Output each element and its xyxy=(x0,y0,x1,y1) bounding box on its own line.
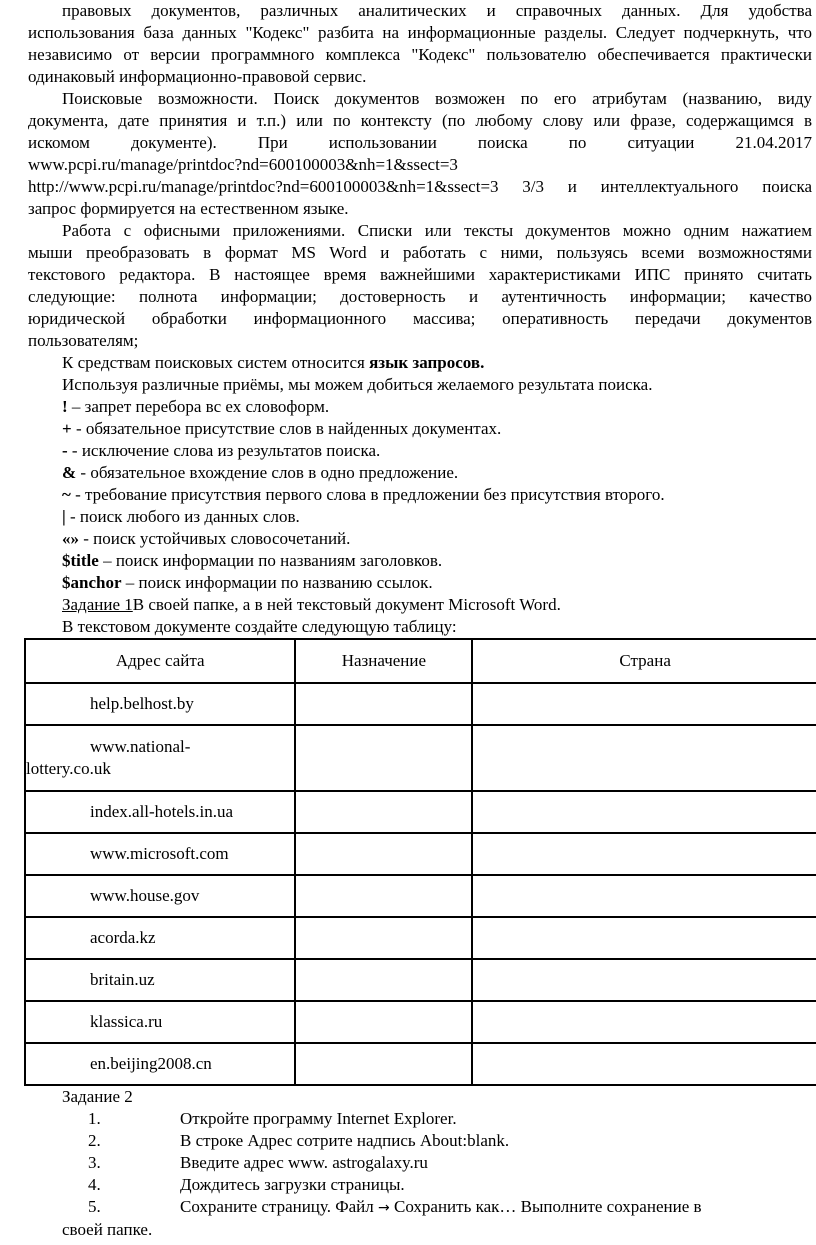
site-address: acorda.kz xyxy=(90,928,156,947)
office-paragraph xyxy=(28,220,812,352)
step-item: 3. Введите адрес www. astrogalaxy.ru xyxy=(88,1153,428,1172)
text-line: правовых документов, различных аналитических и справочных данных. Для удобства xyxy=(62,1,812,20)
operator-item: + - обязательное присутствие слов в найденных документах. xyxy=(62,419,502,438)
sites-table xyxy=(24,638,816,1086)
purpose-cell xyxy=(295,833,472,875)
country-cell xyxy=(472,959,816,1001)
operator-item: ~ - требование присутствия первого слова в предложении без присутствия второго. xyxy=(62,485,665,504)
step-item: 1. Откройте программу Internet Explorer. xyxy=(88,1109,457,1128)
purpose-cell xyxy=(295,725,472,791)
table-row xyxy=(25,833,816,875)
text-line: использования база данных "Кодекс" разбита на информационные разделы. Следует подчеркнуть, что xyxy=(28,23,812,42)
text-line: документа, дате принятия и т.п.) или по контексту (по любому слову или фразе, содержащимся в xyxy=(28,111,812,130)
operator-item: $title – поиск информации по названиям заголовков. xyxy=(62,551,443,570)
purpose-cell xyxy=(295,1043,472,1085)
task2-label: Задание 2 xyxy=(62,1087,133,1106)
site-address: www.house.gov xyxy=(90,886,200,905)
text-line: юридической обработки информационного массива; оперативность передачи документов xyxy=(28,309,812,328)
table-row xyxy=(25,959,816,1001)
text-line: запрос формируется на естественном языке. xyxy=(28,199,349,218)
purpose-cell xyxy=(295,917,472,959)
header-address: Адрес сайта xyxy=(25,639,295,683)
table-row xyxy=(25,683,816,725)
table-row xyxy=(25,1001,816,1043)
text-line: пользователям; xyxy=(28,331,139,350)
task1-instruction: В текстовом документе создайте следующую таблицу: xyxy=(62,617,457,636)
text-line: мыши преобразовать в формат MS Word и работать с ними, пользуясь всеми возможностями xyxy=(28,243,812,262)
query-language-section xyxy=(28,352,812,638)
text-line: следующие: полнота информации; достоверность и аутентичность информации; качество xyxy=(28,287,812,306)
task2-section xyxy=(28,1086,812,1241)
intro-paragraph xyxy=(28,0,812,88)
purpose-cell xyxy=(295,683,472,725)
purpose-cell xyxy=(295,875,472,917)
url-line: http://www.pcpi.ru/manage/printdoc?nd=600100003&nh=1&ssect=3 3/3 и интеллектуального поиска xyxy=(28,177,812,196)
site-address: www.national- xyxy=(90,737,191,756)
operator-item: $anchor – поиск информации по названию ссылок. xyxy=(62,573,433,592)
text-line: одинаковый информационно-правовой сервис. xyxy=(28,67,367,86)
table-row xyxy=(25,1043,816,1085)
task1-heading: Задание 1В своей папке, а в ней текстовый документ Microsoft Word. xyxy=(62,595,561,614)
country-cell xyxy=(472,683,816,725)
purpose-cell xyxy=(295,791,472,833)
country-cell xyxy=(472,725,816,791)
site-address: www.microsoft.com xyxy=(90,844,229,863)
site-address: index.all-hotels.in.ua xyxy=(90,802,234,821)
header-purpose: Назначение xyxy=(295,639,472,683)
operator-item: ! – запрет перебора вс ех словоформ. xyxy=(62,397,330,416)
operator-item: - - исключение слова из результатов поиска. xyxy=(62,441,381,460)
table-header-row xyxy=(25,639,816,683)
table-row xyxy=(25,725,816,791)
purpose-cell xyxy=(295,959,472,1001)
country-cell xyxy=(472,1043,816,1085)
table-row xyxy=(25,917,816,959)
query-term: язык запросов. xyxy=(369,353,485,372)
arrow-right-icon: → xyxy=(378,1200,390,1216)
site-address: britain.uz xyxy=(90,970,155,989)
site-address: help.belhost.by xyxy=(90,694,194,713)
task2-steps xyxy=(28,1108,812,1241)
query-usage: Используя различные приёмы, мы можем добиться желаемого результата поиска. xyxy=(62,375,653,394)
step-item: 2. В строке Адрес сотрите надпись About:blank. xyxy=(88,1131,510,1150)
operator-item: & - обязательное вхождение слов в одно предложение. xyxy=(62,463,459,482)
task1-label: Задание 1 xyxy=(62,595,133,614)
step-item: 5. Сохраните страницу. Файл → Сохранить как… Выполните сохранение в xyxy=(88,1197,702,1216)
text-line: искомом документе). При использовании поиска по ситуации 21.04.2017 xyxy=(28,133,812,152)
country-cell xyxy=(472,833,816,875)
header-country: Страна xyxy=(472,639,816,683)
operator-item: «» - поиск устойчивых словосочетаний. xyxy=(62,529,351,548)
country-cell xyxy=(472,1001,816,1043)
operator-item: | - поиск любого из данных слов. xyxy=(62,507,300,526)
site-address: klassica.ru xyxy=(90,1012,163,1031)
search-paragraph xyxy=(28,88,812,220)
url-line: www.pcpi.ru/manage/printdoc?nd=600100003&nh=1&ssect=3 xyxy=(28,155,458,174)
purpose-cell xyxy=(295,1001,472,1043)
site-address: en.beijing2008.cn xyxy=(90,1054,212,1073)
step-item: 4. Дождитесь загрузки страницы. xyxy=(88,1175,405,1194)
country-cell xyxy=(472,875,816,917)
text-line: независимо от версии программного комплекса "Кодекс" пользователю обеспечивается практически xyxy=(28,45,812,64)
table-row xyxy=(25,875,816,917)
query-intro: К средствам поисковых систем относится язык запросов. xyxy=(62,353,485,372)
text-line: текстового редактора. В настоящее время важнейшими характеристиками ИПС принято считать xyxy=(28,265,812,284)
step-continuation: своей папке. xyxy=(62,1220,153,1239)
text-line: Работа с офисными приложениями. Списки или тексты документов можно одним нажатием xyxy=(62,221,812,240)
country-cell xyxy=(472,917,816,959)
table-row xyxy=(25,791,816,833)
site-address-cont: lottery.co.uk xyxy=(26,759,111,778)
text-line: Поисковые возможности. Поиск документов возможен по его атрибутам (названию, виду xyxy=(62,89,812,108)
country-cell xyxy=(472,791,816,833)
document-page xyxy=(28,0,812,1241)
